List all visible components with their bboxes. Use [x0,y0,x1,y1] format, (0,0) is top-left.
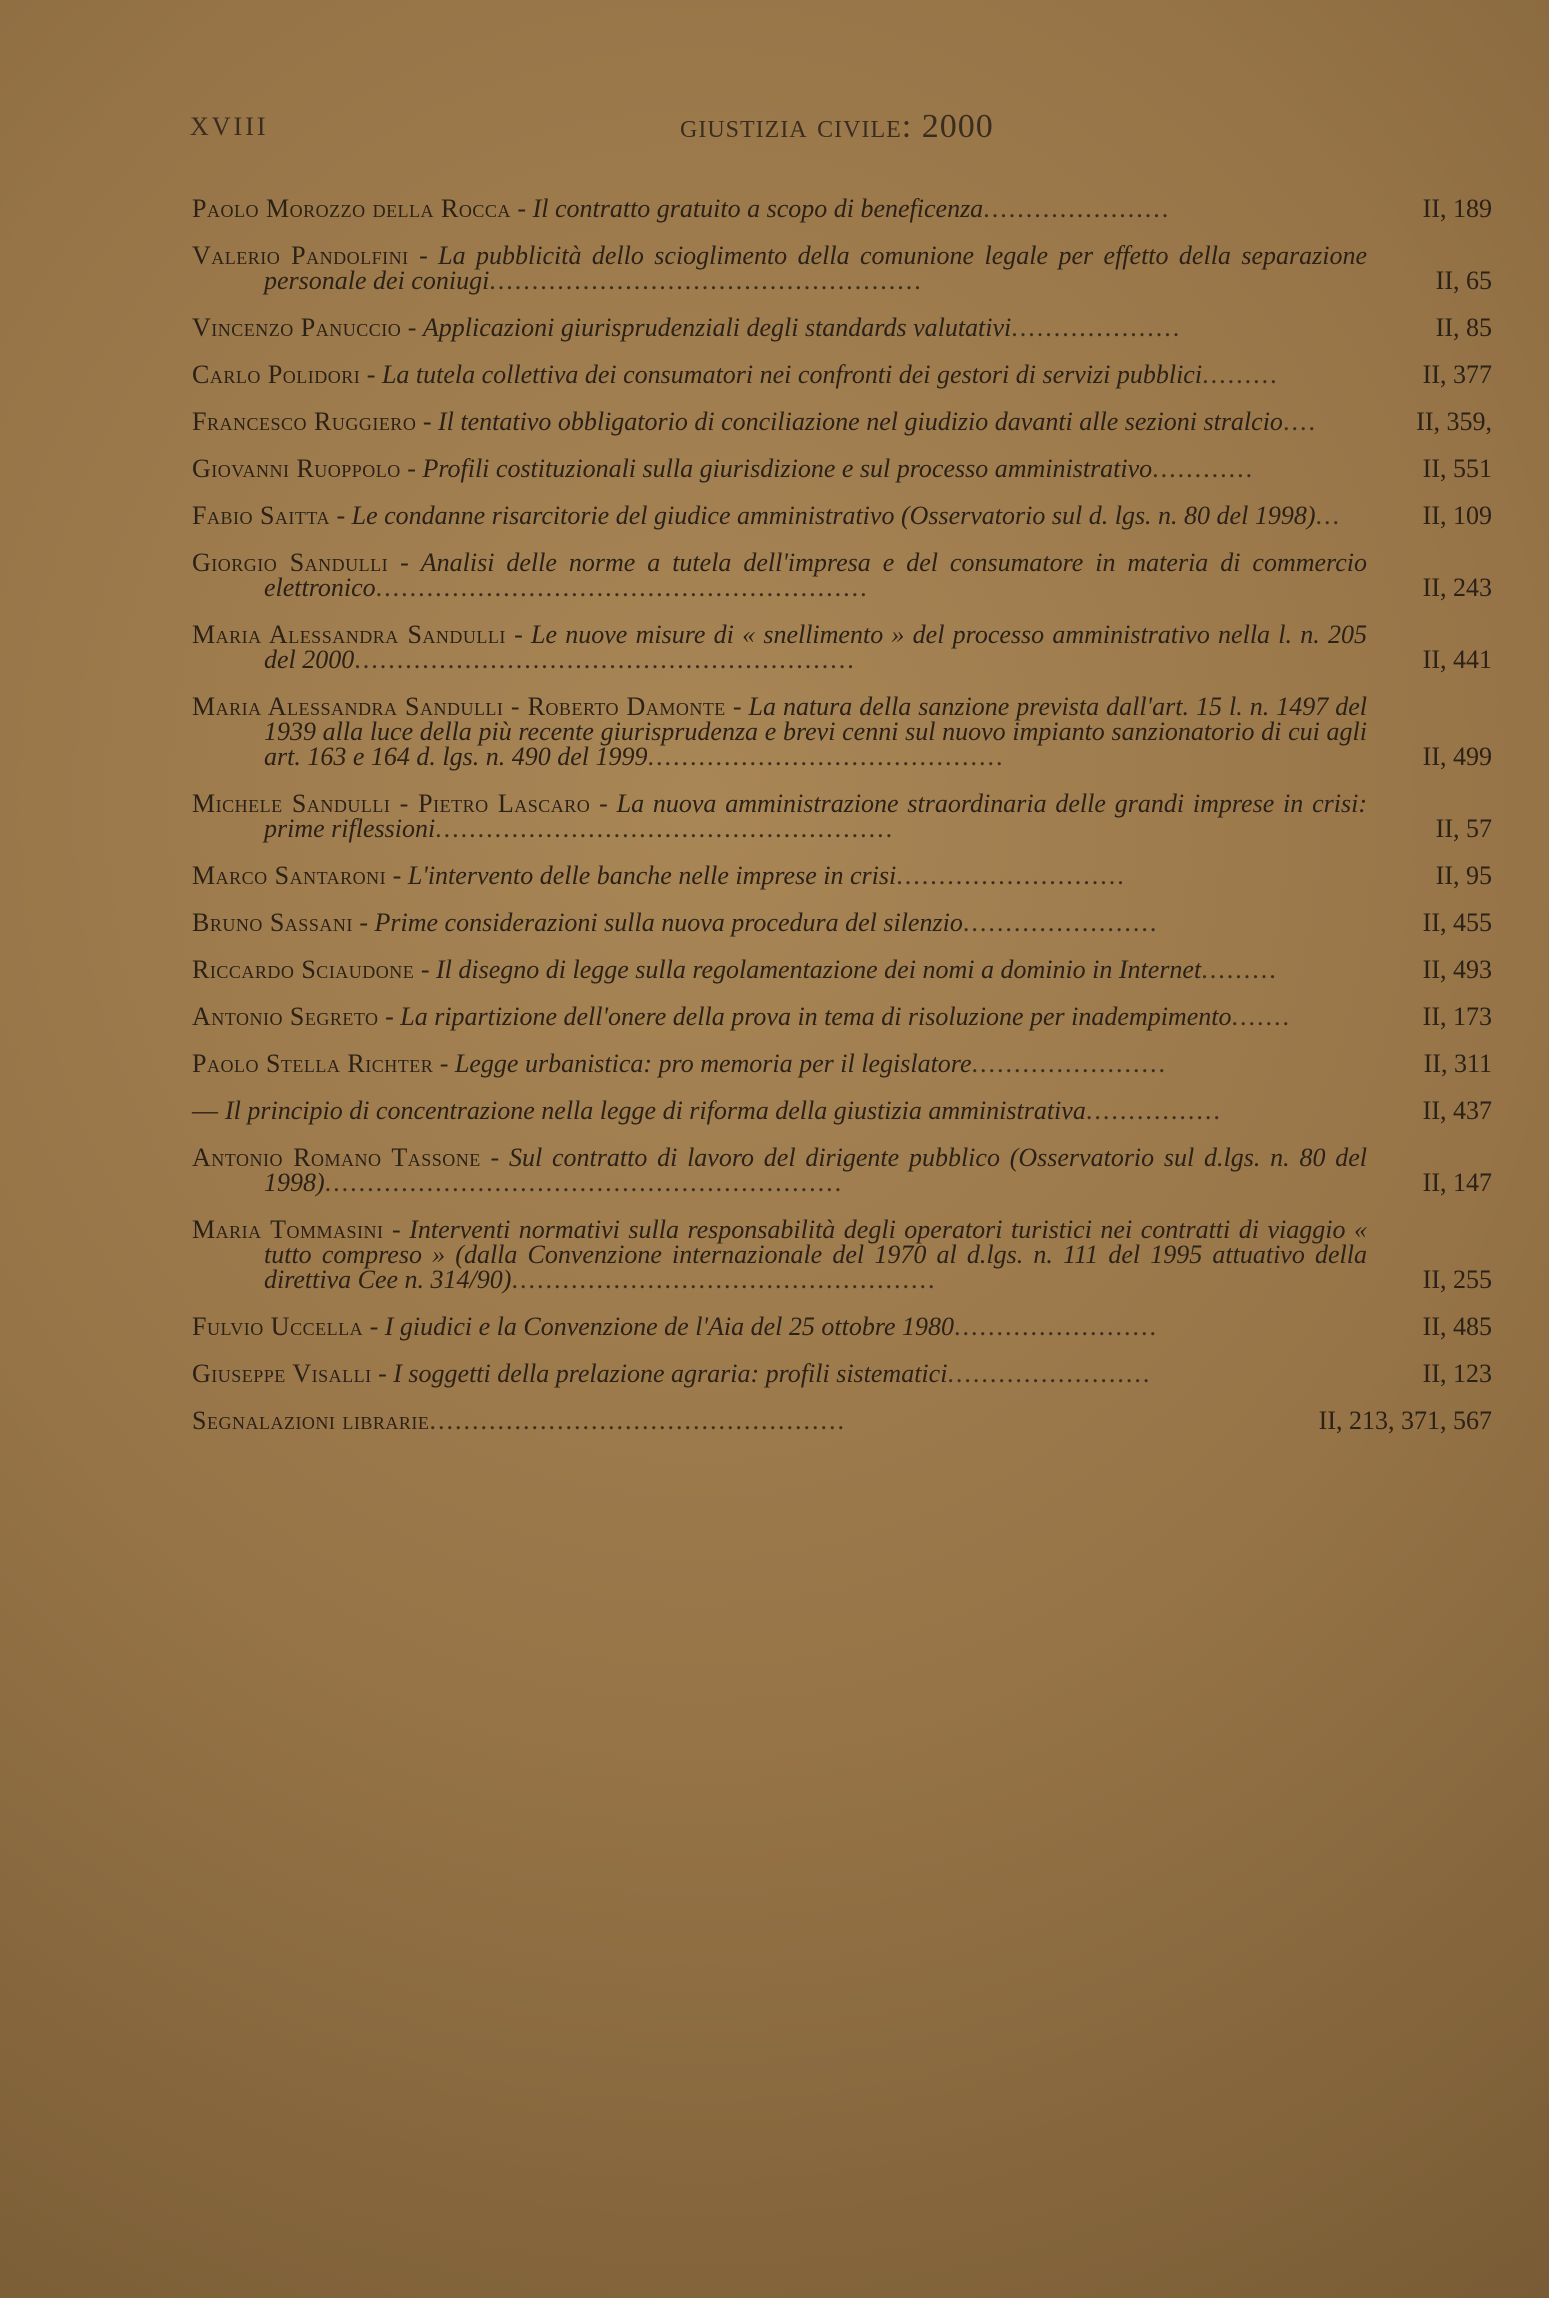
running-title: giustizia civile: 2000 [680,108,994,145]
entry-title: Interventi normativi sulla responsabilità degli operatori turistici nei contratti di viaggio « tutto compreso » (dalla Convenzione internazionale del 1970 al d.lgs. n. 111 del 1995 attuativo della direttiva Cee n. 314/90) [264,1215,1367,1294]
entry-author: Giovanni Ruoppolo [192,454,401,483]
entry-author: Paolo Stella Richter [192,1049,434,1078]
entry-author: Carlo Polidori [192,360,361,389]
entry-author: Giuseppe Visalli [192,1359,372,1388]
entry-author: Fulvio Uccella [192,1312,364,1341]
entry-text: Paolo Stella Richter - Legge urbanistica: pro memoria per il legislatore....................... [192,1049,1167,1078]
entry-title: I giudici e la Convenzione de l'Aia del 25 ottobre 1980 [384,1312,955,1341]
index-entry [192,1051,1492,1076]
segnalazioni-label: Segnalazioni librarie [192,1406,430,1435]
index-entry [192,362,1492,387]
entry-text: Antonio Romano Tassone - Sul contratto di lavoro del dirigente pubblico (Osservatorio sul d.lgs. n. 80 del 1998)............................................................. [192,1143,1367,1197]
index-entry [192,243,1492,293]
entry-page-ref: II, 109 [1422,501,1492,530]
entry-page-ref: II, 441 [1422,645,1492,674]
dot-leader: ........................ [954,1312,1159,1341]
dot-leader: ................ [1085,1096,1222,1125]
entry-text: Marco Santaroni - L'intervento delle banche nelle imprese in crisi........................... [192,861,1126,890]
index-entry [192,1145,1492,1195]
dot-leader: ........................................................... [354,645,856,674]
index-entry [192,791,1492,841]
entry-text: Valerio Pandolfini - La pubblicità dello scioglimento della comunione legale per effetto della separazione personale dei coniugi................................................... [192,241,1367,295]
entry-page-ref: II, 65 [1435,266,1492,295]
entry-page-ref: II, 377 [1422,360,1492,389]
entry-title: Analisi delle norme a tutela dell'impresa e del consumatore in materia di commercio elettronico [264,548,1367,602]
dot-leader: .... [1282,407,1317,436]
entry-text: Carlo Polidori - La tutela collettiva dei consumatori nei confronti dei gestori di servizi pubblici......... [192,360,1279,389]
entry-author: Maria Alessandra Sandulli [192,620,506,649]
entry-title: La ripartizione dell'onere della prova in tema di risoluzione per inadempimento [400,1002,1232,1031]
entry-text: Maria Alessandra Sandulli - Roberto Damonte - La natura della sanzione prevista dall'art. 15 l. n. 1497 del 1939 alla luce della più recente giurisprudenza e brevi cenni sul nuovo impianto sanzionatorio di cui agli art. 163 e 164 d. lgs. n. 490 del 1999.......................................... [192,692,1367,771]
entry-text: Francesco Ruggiero - Il tentativo obbligatorio di conciliazione nel giudizio davanti alle sezioni stralcio.... [192,407,1317,436]
dot-leader: ...................... [983,194,1171,223]
index-entry [192,863,1492,888]
entry-text: Bruno Sassani - Prime considerazioni sulla nuova procedura del silenzio....................... [192,908,1159,937]
entry-page-ref: II, 243 [1422,573,1492,602]
entry-text [192,1098,1367,1123]
index-entry [192,622,1492,672]
entry-page-ref: II, 455 [1422,908,1492,937]
entry-text: Vincenzo Panuccio - Applicazioni giurisprudenziali degli standards valutativi.................... [192,313,1182,342]
entry-text [192,1408,1272,1433]
entry-text: Giorgio Sandulli - Analisi delle norme a tutela dell'impresa e del consumatore in materia di commercio elettronico.......................................................... [192,548,1367,602]
entry-title: Applicazioni giurisprudenziali degli standards valutativi [422,313,1012,342]
index-entry [192,1361,1492,1386]
page-number: XVIII [190,112,269,141]
dot-leader: ........................... [896,861,1126,890]
entry-title: La tutela collettiva dei consumatori nei confronti dei gestori di servizi pubblici [381,360,1203,389]
entry-title: Prime considerazioni sulla nuova procedura del silenzio [374,908,963,937]
dot-leader: ... [1315,501,1341,530]
entry-page-ref: II, 551 [1422,454,1492,483]
entry-title: Il disegno di legge sulla regolamentazione dei nomi a dominio in Internet [435,955,1202,984]
dot-leader: .................... [1011,313,1182,342]
entry-page-ref: II, 95 [1435,861,1492,890]
entry-author: Antonio Romano Tassone [192,1143,481,1172]
index-entry [192,456,1492,481]
entry-page-ref: II, 57 [1435,814,1492,843]
entry-author: Maria Alessandra Sandulli - Roberto Damonte [192,692,726,721]
entry-author: Vincenzo Panuccio [192,313,402,342]
dot-leader: ...................................................... [435,814,895,843]
entry-text: Maria Tommasini - Interventi normativi sulla responsabilità degli operatori turistici nei contratti di viaggio « tutto compreso » (dalla Convenzione internazionale del 1970 al d.lgs. n. 111 del 1995 attuativo della direttiva Cee n. 314/90).................................................. [192,1215,1367,1294]
entry-title: I soggetti della prelazione agraria: profili sistematici [393,1359,948,1388]
entry-page-ref: II, 173 [1422,1002,1492,1031]
entry-author: Riccardo Sciaudone [192,955,415,984]
entry-author: Paolo Morozzo della Rocca [192,194,511,223]
entry-text: Giovanni Ruoppolo - Profili costituzionali sulla giurisdizione e sul processo amministrativo............ [192,454,1255,483]
entry-author: Michele Sandulli - Pietro Lascaro [192,789,591,818]
entry-page-ref: II, 311 [1423,1049,1492,1078]
entry-page-ref: II, 147 [1422,1168,1492,1197]
entry-author: Valerio Pandolfini [192,241,409,270]
entry-text: Michele Sandulli - Pietro Lascaro - La nuova amministrazione straordinaria delle grandi imprese in crisi: prime riflessioni...................................................... [192,789,1367,843]
entry-text: Antonio Segreto - La ripartizione dell'onere della prova in tema di risoluzione per inadempimento....... [192,1002,1291,1031]
dot-leader: ............................................................. [324,1168,844,1197]
index-entry [192,503,1492,528]
entry-page-ref: II, 437 [1422,1096,1492,1125]
entry-author: Maria Tommasini [192,1215,384,1244]
entry-page-ref: II, 359, [1416,407,1492,436]
dot-leader: ................................................. [429,1406,846,1435]
dot-leader: ........................ [947,1359,1152,1388]
entry-title: Profili costituzionali sulla giurisdizione e sul processo amministrativo [422,454,1153,483]
dot-leader: ....... [1231,1002,1291,1031]
entry-author: Marco Santaroni [192,861,387,890]
entry-title: Il contratto gratuito a scopo di beneficenza [532,194,984,223]
dot-leader: .................................................. [511,1265,937,1294]
entry-author: Francesco Ruggiero [192,407,417,436]
entry-title: Sul contratto di lavoro del dirigente pubblico (Osservatorio sul d.lgs. n. 80 del 1998) [264,1143,1367,1197]
segnalazioni-page-ref: II, 213, 371, 567 [1318,1406,1492,1435]
dot-leader: ....................... [962,908,1159,937]
index-entry [192,1098,1492,1123]
entry-title: La nuova amministrazione straordinaria delle grandi imprese in crisi: prime riflessioni [264,789,1367,843]
index-entry [192,910,1492,935]
index-entry [192,550,1492,600]
index-entry [192,1004,1492,1029]
entry-title: Legge urbanistica: pro memoria per il legislatore [454,1049,972,1078]
entry-text: Fabio Saitta - Le condanne risarcitorie del giudice amministrativo (Osservatorio sul d. lgs. n. 80 del 1998)... [192,501,1341,530]
entry-page-ref: II, 493 [1422,955,1492,984]
dot-leader: ............ [1152,454,1255,483]
entry-title: Le condanne risarcitorie del giudice amministrativo (Osservatorio sul d. lgs. n. 80 del 1998) [351,501,1316,530]
entry-page-ref: II, 499 [1422,742,1492,771]
entry-text: Paolo Morozzo della Rocca - Il contratto gratuito a scopo di beneficenza...................... [192,194,1171,223]
entry-author: Giorgio Sandulli [192,548,389,577]
entry-text: Giuseppe Visalli - I soggetti della prelazione agraria: profili sistematici........................ [192,1359,1152,1388]
entry-text: Riccardo Sciaudone - Il disegno di legge sulla regolamentazione dei nomi a dominio in Internet......... [192,955,1278,984]
index-entry [192,1314,1492,1339]
index-entry [192,315,1492,340]
entry-title: L'intervento delle banche nelle imprese in crisi [407,861,897,890]
entry-author: Antonio Segreto [192,1002,379,1031]
entry-title: Le nuove misure di « snellimento » del processo amministrativo nella l. n. 205 del 2000 [264,620,1367,674]
entry-page-ref: II, 255 [1422,1265,1492,1294]
dot-leader: .......................................................... [375,573,869,602]
entry-title: La natura della sanzione prevista dall'art. 15 l. n. 1497 del 1939 alla luce della più recente giurisprudenza e brevi cenni sul nuovo impianto sanzionatorio di cui agli art. 163 e 164 d. lgs. n. 490 del 1999 [264,692,1367,771]
page-header [190,108,1490,158]
entry-page-ref: II, 189 [1422,194,1492,223]
entry-title: Il principio di concentrazione nella legge di riforma della giustizia amministrativa [225,1096,1086,1125]
index-entry [192,1217,1492,1292]
dot-leader: .......................................... [647,742,1005,771]
index-entries [192,196,1492,1455]
entry-title: La pubblicità dello scioglimento della comunione legale per effetto della separazione personale dei coniugi [264,241,1367,295]
dot-leader: ................................................... [489,266,923,295]
entry-author: Bruno Sassani [192,908,353,937]
entry-author: Fabio Saitta [192,501,330,530]
index-entry [192,957,1492,982]
entry-page-ref: II, 485 [1422,1312,1492,1341]
entry-page-ref: II, 123 [1422,1359,1492,1388]
segnalazioni-entry [192,1408,1492,1433]
dot-leader: ......... [1202,360,1279,389]
entry-title: Il tentativo obbligatorio di conciliazione nel giudizio davanti alle sezioni stralcio [438,407,1283,436]
dot-leader: ......... [1201,955,1278,984]
entry-page-ref: II, 85 [1435,313,1492,342]
index-entry [192,694,1492,769]
dot-leader: ....................... [971,1049,1167,1078]
entry-text: Fulvio Uccella - I giudici e la Convenzione de l'Aia del 25 ottobre 1980........................ [192,1312,1159,1341]
index-entry [192,196,1492,221]
entry-text: Maria Alessandra Sandulli - Le nuove misure di « snellimento » del processo amministrativo nella l. n. 205 del 2000........................................................... [192,620,1367,674]
entry-author: — [192,1096,219,1125]
index-entry [192,409,1492,434]
